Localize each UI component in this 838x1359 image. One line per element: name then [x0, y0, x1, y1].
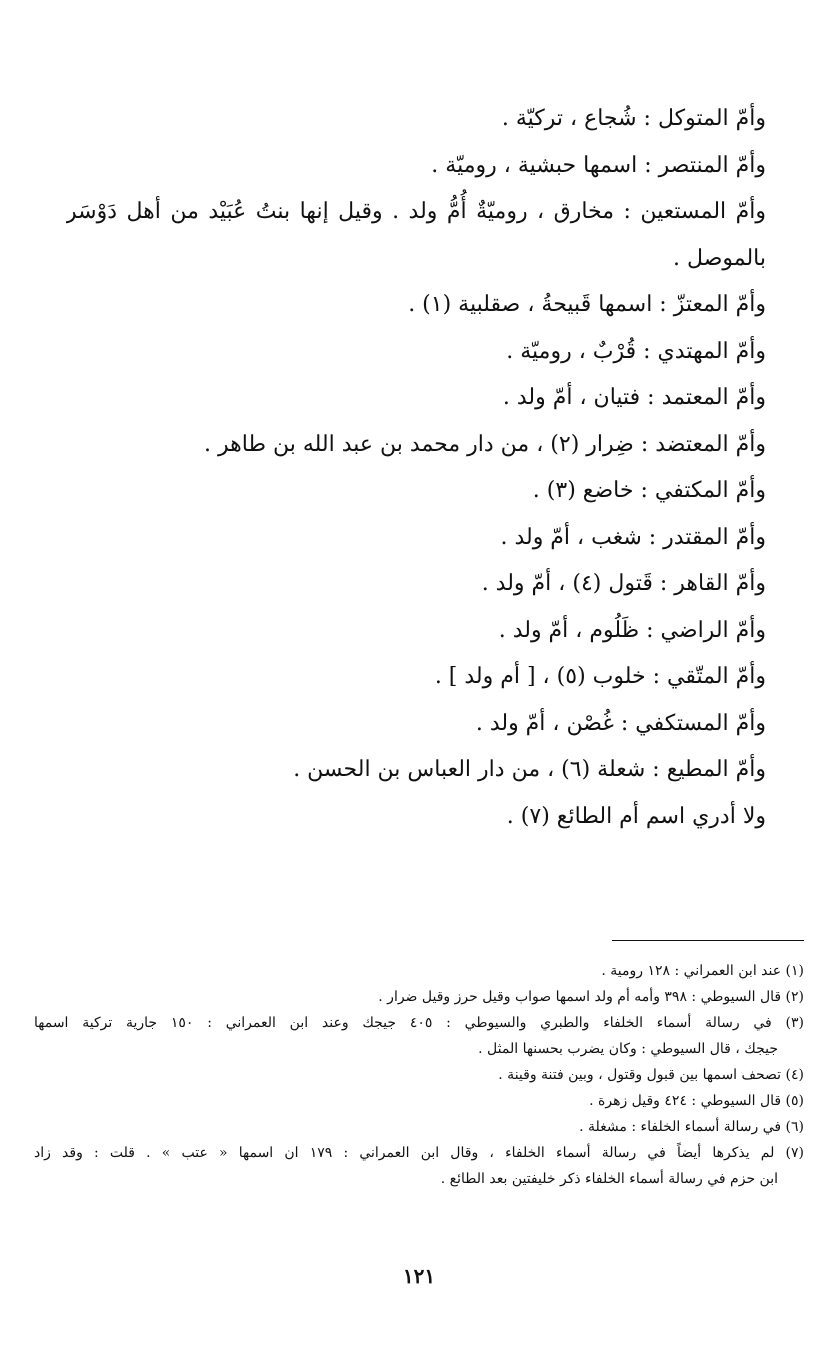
footnote-line: (٥) قال السيوطي : ٤٢٤ وقيل زهرة .: [589, 1093, 804, 1109]
main-text-block: [66, 96, 766, 840]
text-line: وأمّ المتّقي : خلوب (٥) ، [ أم ولد ] .: [434, 664, 766, 689]
text-line: وأمّ المعتمد : فتيان ، أمّ ولد .: [502, 385, 766, 410]
text-line: وأمّ المكتفي : خاضع (٣) .: [532, 478, 766, 503]
footnote-2: [34, 984, 804, 1010]
footnote-divider: [612, 940, 804, 941]
footnote-7: [34, 1140, 804, 1192]
footnote-1: [34, 958, 804, 984]
text-line: وأمّ المستعين : مخارق ، روميّةٌ أُمُّ ولد . وقيل إنها بنتُ عُبَيْد من أهل دَوْسَر: [66, 199, 766, 224]
footnote-line: (٣) في رسالة أسماء الخلفاء والطبري والسيوطي : ٤٠٥ جيجك وعند ابن العمراني : ١٥٠ جارية تركية اسمها: [34, 1015, 804, 1031]
footnote-4: [34, 1062, 804, 1088]
footnotes-block: [34, 958, 804, 1192]
footnote-line: جيجك ، قال السيوطي : وكان يضرب بحسنها المثل .: [478, 1041, 778, 1057]
footnote-3: [34, 1010, 804, 1062]
text-line: وأمّ المهتدي : قُرْبٌ ، روميّة .: [506, 338, 766, 364]
footnote-6: [34, 1114, 804, 1140]
text-line: وأمّ المستكفي : غُصْن ، أمّ ولد .: [475, 710, 766, 736]
page-number: ١٢١: [402, 1264, 436, 1288]
text-line: بالموصل .: [673, 245, 766, 271]
footnote-line: (٢) قال السيوطي : ٣٩٨ وأمه أم ولد اسمها صواب وقيل حرز وقيل ضرار .: [378, 989, 804, 1005]
footnote-line: (٤) تصحف اسمها بين قبول وقتول ، وبين فتنة وقينة .: [498, 1067, 804, 1083]
text-line: وأمّ الراضي : ظَلُوم ، أمّ ولد .: [498, 617, 766, 643]
footnote-line: (٦) في رسالة أسماء الخلفاء : مشغلة .: [579, 1119, 804, 1135]
text-line: وأمّ المعتضد : ضِرار (٢) ، من دار محمد بن عبد الله بن طاهر .: [204, 431, 766, 457]
text-line: وأمّ المعتزّ : اسمها قَبيحةُ ، صقلبية (١) .: [408, 292, 766, 317]
text-line: وأمّ المتوكل : شُجاع ، تركيّة .: [501, 106, 766, 131]
text-line: وأمّ المنتصر : اسمها حبشية ، روميّة .: [431, 152, 766, 178]
footnote-line: ابن حزم في رسالة أسماء الخلفاء ذكر خليفتين بعد الطائع .: [440, 1171, 778, 1187]
footnote-5: [34, 1088, 804, 1114]
text-line: وأمّ القاهر : قَتول (٤) ، أمّ ولد .: [481, 571, 766, 596]
footnote-line: (٧) لم يذكرها أيضاً في رسالة أسماء الخلفاء ، وقال ابن العمراني : ١٧٩ ان اسمها « عتب » . قلت : وقد زاد: [34, 1145, 804, 1161]
text-line: وأمّ المقتدر : شغب ، أمّ ولد .: [500, 524, 766, 550]
footnote-line: (١) عند ابن العمراني : ١٢٨ رومية .: [601, 963, 804, 979]
text-line: وأمّ المطيع : شعلة (٦) ، من دار العباس بن الحسن .: [293, 757, 766, 782]
text-line: ولا أدري اسم أم الطائع (٧) .: [506, 803, 766, 829]
